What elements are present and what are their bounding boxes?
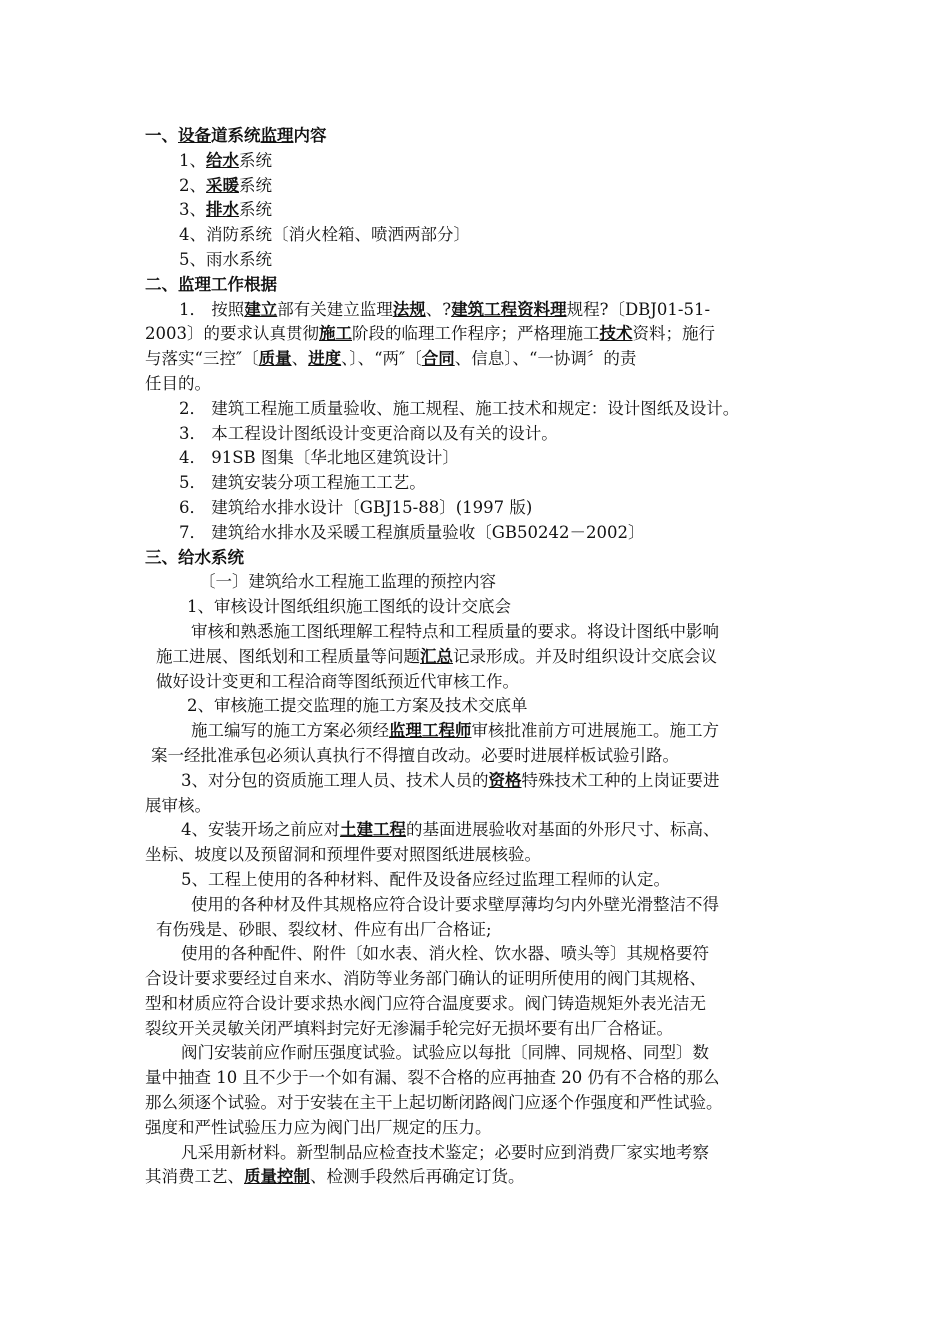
- paragraph-line: [145, 719, 815, 744]
- paragraph-line: 量中抽查 10 且不少于一个如有漏、裂不合格的应再抽查 20 仍有不合格的那么: [145, 1068, 720, 1088]
- text: 3、对分包的资质施工理人员、技术人员的: [181, 770, 489, 790]
- text: 阶段的临理工作程序；严格理施工: [352, 324, 600, 344]
- paragraph-line: 有伤残是、砂眼、裂纹材、件应有出厂合格证;: [156, 919, 492, 939]
- paragraph-line: 合设计要求要经过自来水、消防等业务部门确认的证明所使用的阀门其规格、: [145, 969, 706, 989]
- item-text: 系统: [239, 200, 272, 220]
- section-heading-1: [145, 124, 815, 149]
- paragraph-line: 任目的。: [145, 373, 211, 393]
- text: 1． 按照: [179, 299, 245, 319]
- paragraph-line: 裂纹开关灵敏关闭严填料封完好无渗漏手轮完好无损坏要有出厂合格证。: [145, 1018, 673, 1038]
- paragraph-line: [145, 645, 815, 670]
- paragraph-line: 型和材质应符合设计要求热水阀门应符合温度要求。阀门铸造规矩外表光洁无: [145, 993, 706, 1013]
- list-item: [145, 149, 815, 174]
- item-text: 4、消防系统〔消火栓箱、喷洒两部分〕: [179, 225, 470, 245]
- list-item: [145, 174, 815, 199]
- paragraph-line: 展审核。: [145, 795, 211, 815]
- underlined-term: 施工: [319, 324, 352, 344]
- underlined-term: 监理: [260, 126, 294, 145]
- underlined-term: 进度: [308, 349, 342, 369]
- item-text: 5、雨水系统: [179, 249, 272, 269]
- item-text: 3、: [179, 200, 206, 220]
- paragraph-line: 强度和严性试验压力应为阀门出厂规定的压力。: [145, 1117, 492, 1137]
- text: 资料；施行: [632, 324, 715, 344]
- section-heading-3: 三、给水系统: [145, 547, 244, 567]
- underlined-term: 采暖: [206, 175, 239, 195]
- text: 、信息〕、“一协调〞的责: [454, 349, 637, 369]
- text: 记录形成。并及时组织设计交底会议: [453, 646, 717, 666]
- paragraph-line: [145, 322, 815, 347]
- list-item: 2、审核施工提交监理的施工方案及技术交底单: [187, 696, 528, 716]
- list-item: 2． 建筑工程施工质量验收、施工规程、施工技术和规定：设计图纸及设计。: [179, 398, 740, 418]
- paragraph-line: 那么须逐个试验。对于安装在主干上起切断闭路阀门应逐个作强度和严性试验。: [145, 1093, 723, 1113]
- text: 审核批准前方可进展施工。施工方: [471, 721, 719, 741]
- text: 4、安装开场之前应对: [181, 820, 340, 840]
- text: 2003〕的要求认真贯彻: [145, 324, 319, 344]
- underlined-term: 设备: [178, 126, 211, 145]
- text: 施工编写的施工方案必须经: [191, 721, 389, 741]
- list-item: 1、审核设计图纸组织施工图纸的设计交底会: [187, 597, 511, 617]
- subsection-heading: 〔一〕建筑给水工程施工监理的预控内容: [199, 572, 496, 592]
- text: 部有关建立监理: [277, 299, 393, 319]
- underlined-term: 合同: [421, 349, 455, 369]
- text: 与落实“三控″〔: [145, 349, 259, 369]
- text: 、〕、“两″〔: [341, 349, 422, 369]
- paragraph-line: [145, 1165, 815, 1190]
- list-item: 6． 建筑给水排水设计〔GBJ15-88〕(1997 版): [179, 497, 533, 517]
- underlined-term: 质量控制: [244, 1167, 310, 1187]
- paragraph-line: 案一经批准承包必须认真执行不得擅自改动。必要时进展样板试验引路。: [151, 745, 679, 765]
- paragraph-line: 使用的各种材及件其规格应符合设计要求壁厚薄均匀内外壁光滑整洁不得: [191, 894, 719, 914]
- paragraph-line: 审核和熟悉施工图纸理解工程特点和工程质量的要求。将设计图纸中影响: [191, 621, 719, 641]
- underlined-term: 建筑工程资料理: [451, 299, 567, 319]
- section-heading-2: 二、监理工作根据: [145, 274, 277, 294]
- paragraph-line: 5、工程上使用的各种材料、配件及设备应经过监理工程师的认定。: [181, 869, 670, 889]
- underlined-term: 资格: [488, 770, 522, 790]
- underlined-term: 汇总: [420, 646, 453, 666]
- paragraph-line: [145, 769, 815, 794]
- heading-text: 一、: [145, 126, 178, 145]
- paragraph-line: [145, 818, 815, 843]
- underlined-term: 质量: [258, 349, 292, 369]
- list-item: [145, 198, 815, 223]
- list-item: 7． 建筑给水排水及采暖工程旗质量验收〔GB50242－2002〕: [179, 522, 645, 542]
- text: 其消费工艺、: [145, 1167, 244, 1187]
- list-item: [145, 223, 815, 248]
- heading-text: 内容: [293, 126, 327, 145]
- list-item: 5． 建筑安装分项工程施工工艺。: [179, 473, 426, 493]
- list-item: 4． 91SB 图集〔华北地区建筑设计〕: [179, 448, 459, 468]
- paragraph-line: [145, 347, 815, 372]
- paragraph-line: 使用的各种配件、附件〔如水表、消火栓、饮水器、喷头等〕其规格要符: [181, 944, 709, 964]
- text: 、检测手段然后再确定订货。: [310, 1167, 525, 1187]
- paragraph-line: 阀门安装前应作耐压强度试验。试验应以每批〔同牌、同规格、同型〕数: [181, 1043, 709, 1063]
- text: 施工进展、图纸划和工程质量等问题: [156, 646, 420, 666]
- text: 的基面进展验收对基面的外形尺寸、标高、: [406, 820, 720, 840]
- list-item: [145, 248, 815, 273]
- list-item: 3． 本工程设计图纸设计变更洽商以及有关的设计。: [179, 423, 558, 443]
- paragraph-line: 坐标、坡度以及预留洞和预埋件要对照图纸进展核验。: [145, 845, 541, 865]
- paragraph-line: 做好设计变更和工程洽商等图纸预近代审核工作。: [156, 671, 519, 691]
- text: 、: [291, 349, 309, 369]
- text: 、?: [425, 299, 452, 319]
- item-text: 系统: [239, 175, 272, 195]
- paragraph-line: 凡采用新材料。新型制品应检查技术鉴定；必要时应到消费厂家实地考察: [181, 1142, 709, 1162]
- underlined-term: 土建工程: [340, 820, 406, 840]
- document-body: [145, 124, 815, 1190]
- item-text: 1、: [179, 150, 206, 170]
- underlined-term: 监理工程师: [389, 721, 472, 741]
- text: 规程?〔DBJ01-51-: [566, 299, 711, 319]
- item-text: 系统: [239, 150, 272, 170]
- text: 特殊技术工种的上岗证要进: [521, 770, 720, 790]
- heading-text: 道系统: [211, 126, 261, 145]
- underlined-term: 建立: [244, 299, 278, 319]
- underlined-term: 给水: [206, 150, 239, 170]
- paragraph-line: [145, 298, 815, 323]
- underlined-term: 排水: [206, 200, 239, 220]
- item-text: 2、: [179, 175, 206, 195]
- underlined-term: 法规: [392, 299, 426, 319]
- underlined-term: 技术: [599, 324, 633, 344]
